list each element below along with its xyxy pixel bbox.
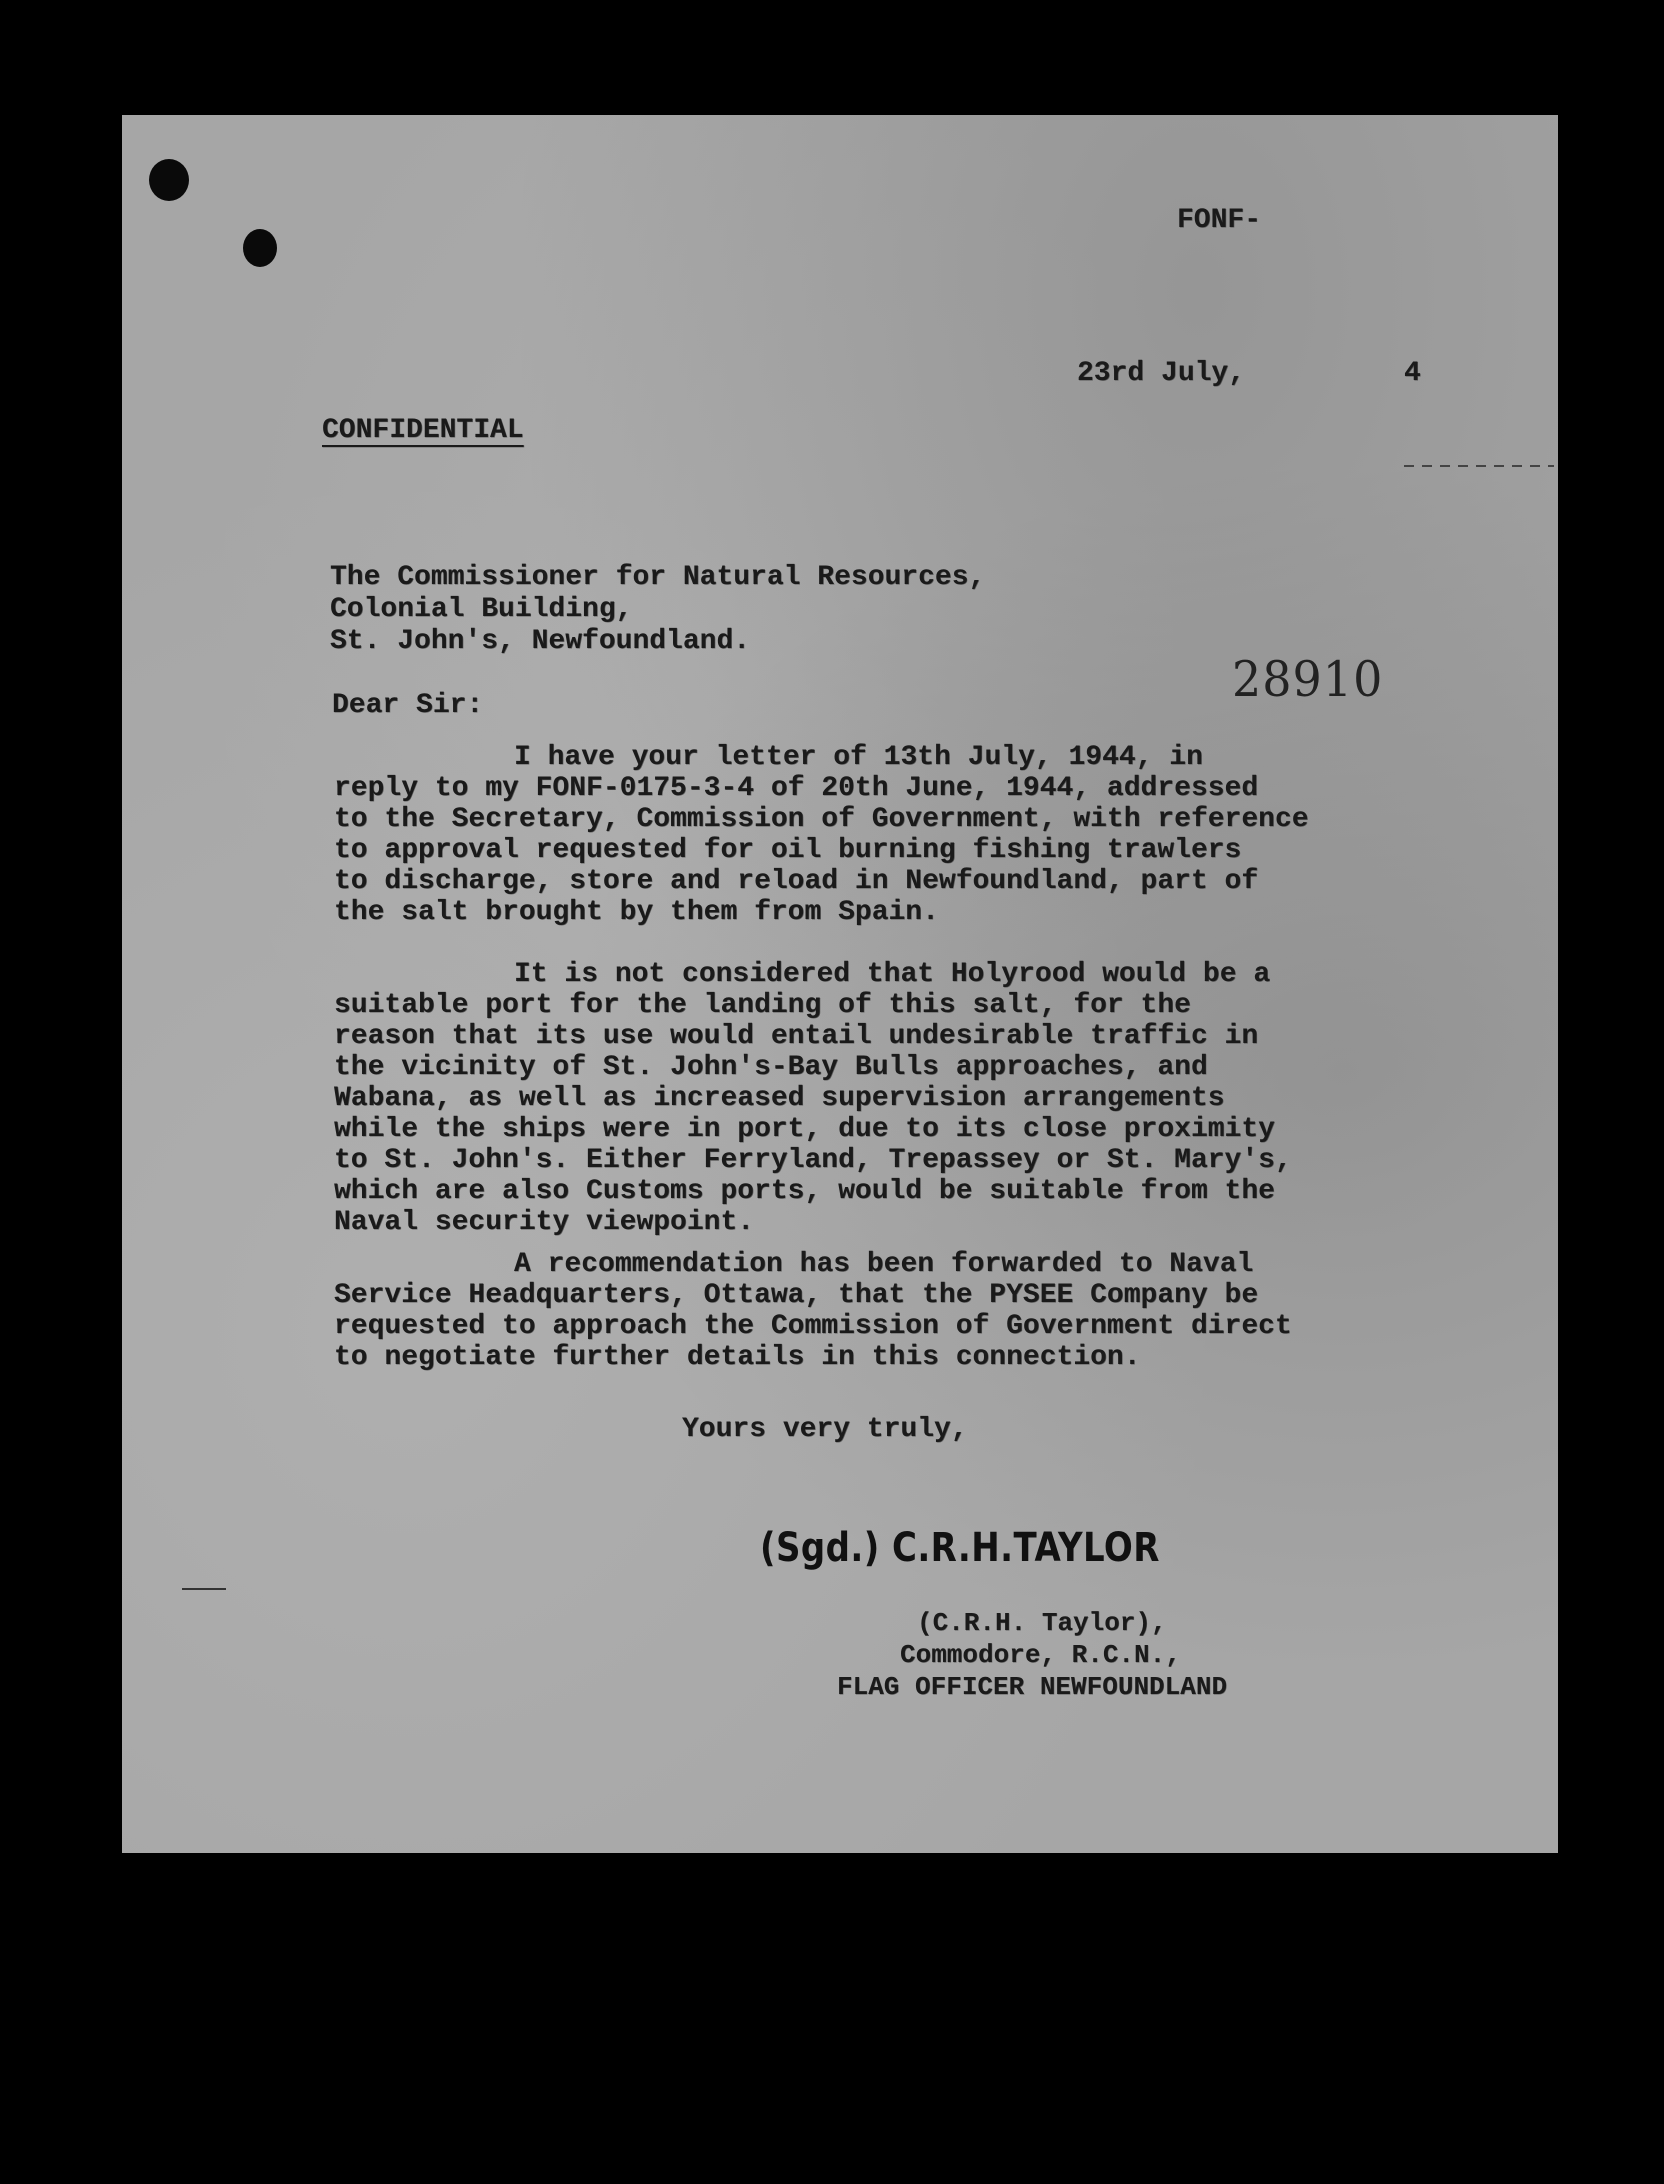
paragraph-line: to St. John's. Either Ferryland, Trepassey or St. Mary's,	[334, 1145, 1292, 1176]
punch-hole	[149, 159, 189, 201]
addressee-block	[330, 562, 985, 658]
margin-mark	[1404, 465, 1554, 467]
signature-block	[707, 1607, 1227, 1703]
closing: Yours very truly,	[682, 1414, 968, 1445]
paragraph-line: suitable port for the landing of this salt, for the	[334, 990, 1191, 1021]
punch-hole	[243, 229, 277, 267]
paragraph-line: It is not considered that Holyrood would be a	[514, 959, 1271, 990]
signatory-name: (C.R.H. Taylor),	[917, 1608, 1167, 1638]
paragraph-line: requested to approach the Commission of Government direct	[334, 1311, 1292, 1342]
paragraph-line: Service Headquarters, Ottawa, that the PYSEE Company be	[334, 1280, 1259, 1311]
paragraph-line: to negotiate further details in this connection.	[334, 1342, 1141, 1373]
signatory-title: FLAG OFFICER NEWFOUNDLAND	[837, 1672, 1228, 1702]
addressee-line: St. John's, Newfoundland.	[330, 626, 751, 657]
paragraph-line: which are also Customs ports, would be suitable from the	[334, 1176, 1275, 1207]
paragraph-line: I have your letter of 13th July, 1944, in	[514, 742, 1203, 773]
addressee-line: The Commissioner for Natural Resources,	[330, 562, 986, 593]
addressee-line: Colonial Building,	[330, 594, 633, 625]
paragraph-line: to discharge, store and reload in Newfoundland, part of	[334, 866, 1259, 897]
signature-stamp: (Sgd.) C.R.H.TAYLOR	[760, 1525, 1160, 1571]
paragraph-line: while the ships were in port, due to its close proximity	[334, 1114, 1275, 1145]
paragraph-line: the vicinity of St. John's-Bay Bulls approaches, and	[334, 1052, 1208, 1083]
letter-page	[122, 115, 1558, 1853]
paragraph-line: A recommendation has been forwarded to Naval	[514, 1249, 1254, 1280]
salutation: Dear Sir:	[332, 690, 484, 721]
paragraph-line: reason that its use would entail undesirable traffic in	[334, 1021, 1259, 1052]
margin-mark	[182, 1588, 226, 1590]
page-number: 4	[1404, 358, 1421, 389]
paragraph-line: reply to my FONF-0175-3-4 of 20th June, 1944, addressed	[334, 773, 1259, 804]
letter-date: 23rd July,	[1077, 358, 1246, 389]
paragraph-line: to approval requested for oil burning fishing trawlers	[334, 835, 1242, 866]
body-paragraph-3	[334, 1249, 1394, 1373]
body-paragraph-2	[334, 959, 1394, 1238]
signatory-rank: Commodore, R.C.N.,	[900, 1640, 1181, 1670]
file-number-stamp: 28910	[1232, 650, 1384, 708]
body-paragraph-1	[334, 742, 1394, 928]
paragraph-line: Wabana, as well as increased supervision arrangements	[334, 1083, 1225, 1114]
paragraph-line: the salt brought by them from Spain.	[334, 897, 939, 928]
paragraph-line: Naval security viewpoint.	[334, 1207, 755, 1238]
paragraph-line: to the Secretary, Commission of Government, with reference	[334, 804, 1309, 835]
file-reference: FONF-	[1177, 205, 1262, 236]
classification-heading: CONFIDENTIAL	[322, 415, 524, 446]
